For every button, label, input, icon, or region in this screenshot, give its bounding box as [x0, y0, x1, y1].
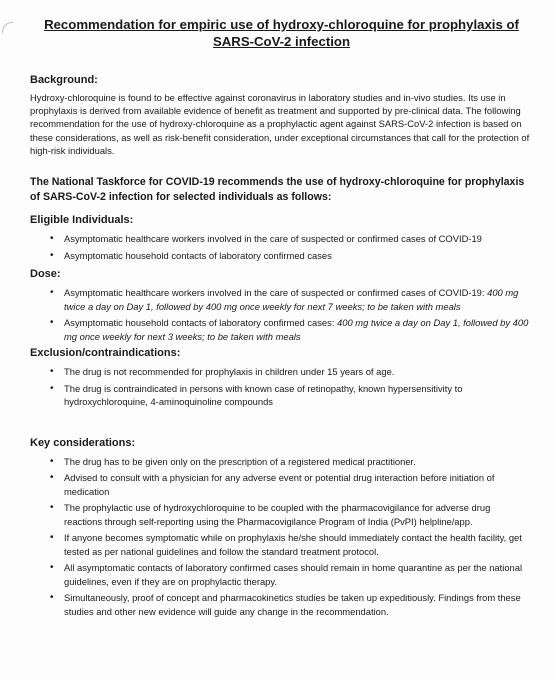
key-considerations-heading: Key considerations:: [30, 436, 136, 449]
dose-item: [64, 286, 533, 313]
dose-item-plain: Asymptomatic household contacts of laboratory confirmed cases:: [64, 317, 338, 329]
page-corner-mark: [2, 22, 13, 33]
background-paragraph: Hydroxy-chloroquine is found to be effective against coronavirus in laboratory studies and in-vivo studies. Its use in prophylaxis is derived from available evidence of benefit as treatment and supported by pre-clinical data. The following recommendation for the use of hydroxy-chloroquine as a prophylactic agent against SARS-CoV-2 infection is based on these considerations, as well as risk-benefit consideration, under exceptional circumstances that call for the protection of high-risk individuals.: [30, 92, 530, 156]
exclusion-heading: Exclusion/contraindications:: [30, 347, 181, 360]
key-item: • The prophylactic use of hydroxychloroquine to be coupled with the pharmacovigilance for adverse drug reactions through self-reporting using the Pharmacovigilance Program of India (PvPI) helpline/app.: [64, 501, 533, 528]
background-heading: Background:: [30, 74, 98, 86]
dose-item-regimen: 400 mg twice a day on Day 1, followed by 400 mg once weekly for next 3 weeks; to be taken with meals: [64, 317, 529, 342]
eligible-item: • Asymptomatic household contacts of laboratory confirmed cases: [64, 249, 533, 263]
exclusion-item: • The drug is not recommended for prophylaxis in children under 15 years of age.: [64, 365, 533, 379]
document-title: [30, 16, 533, 50]
taskforce-statement: The National Taskforce for COVID-19 recommends the use of hydroxy-chloroquine for prophylaxis of SARS-CoV-2 infection for selected individuals as follows:: [30, 176, 525, 203]
key-item: • All asymptomatic contacts of laboratory confirmed cases should remain in home quarantine as per the national guidelines, even if they are on prophylactic therapy.: [64, 561, 533, 588]
key-item: • Advised to consult with a physician for any adverse event or potential drug interaction before initiation of medication: [64, 471, 533, 498]
key-item: • The drug has to be given only on the prescription of a registered medical practitioner.: [64, 455, 533, 469]
exclusion-item: • The drug is contraindicated in persons with known case of retinopathy, known hypersensitivity to hydroxychloroquine, 4-aminoquinoline compounds: [64, 382, 533, 409]
title-line-1: Recommendation for empiric use of hydroxy-chloroquine for prophylaxis of: [44, 17, 519, 32]
eligible-heading: Eligible Individuals:: [30, 214, 134, 227]
dose-item-regimen: 400 mg twice a day on Day 1, followed by 400 mg once weekly for next 7 weeks; to be taken with meals: [64, 287, 519, 312]
title-line-2: SARS-CoV-2 infection: [212, 34, 350, 49]
dose-heading: Dose:: [30, 268, 61, 281]
eligible-list: [30, 232, 533, 262]
eligible-item: • Asymptomatic healthcare workers involved in the care of suspected or confirmed cases of COVID-19: [64, 232, 533, 246]
key-item: • Simultaneously, proof of concept and pharmacokinetics studies be taken up expeditiously. Findings from these studies and other new evidence will guide any change in the recommendation.: [64, 591, 533, 618]
exclusion-list: [30, 365, 533, 409]
dose-list: [30, 286, 533, 343]
key-item: • If anyone becomes symptomatic while on prophylaxis he/she should immediately contact the health facility, get tested as per national guidelines and follow the standard treatment protocol.: [64, 531, 533, 558]
key-considerations-list: [30, 455, 533, 619]
dose-item: [64, 316, 533, 343]
dose-item-plain: Asymptomatic healthcare workers involved in the care of suspected or confirmed cases of COVID-19:: [64, 287, 488, 299]
